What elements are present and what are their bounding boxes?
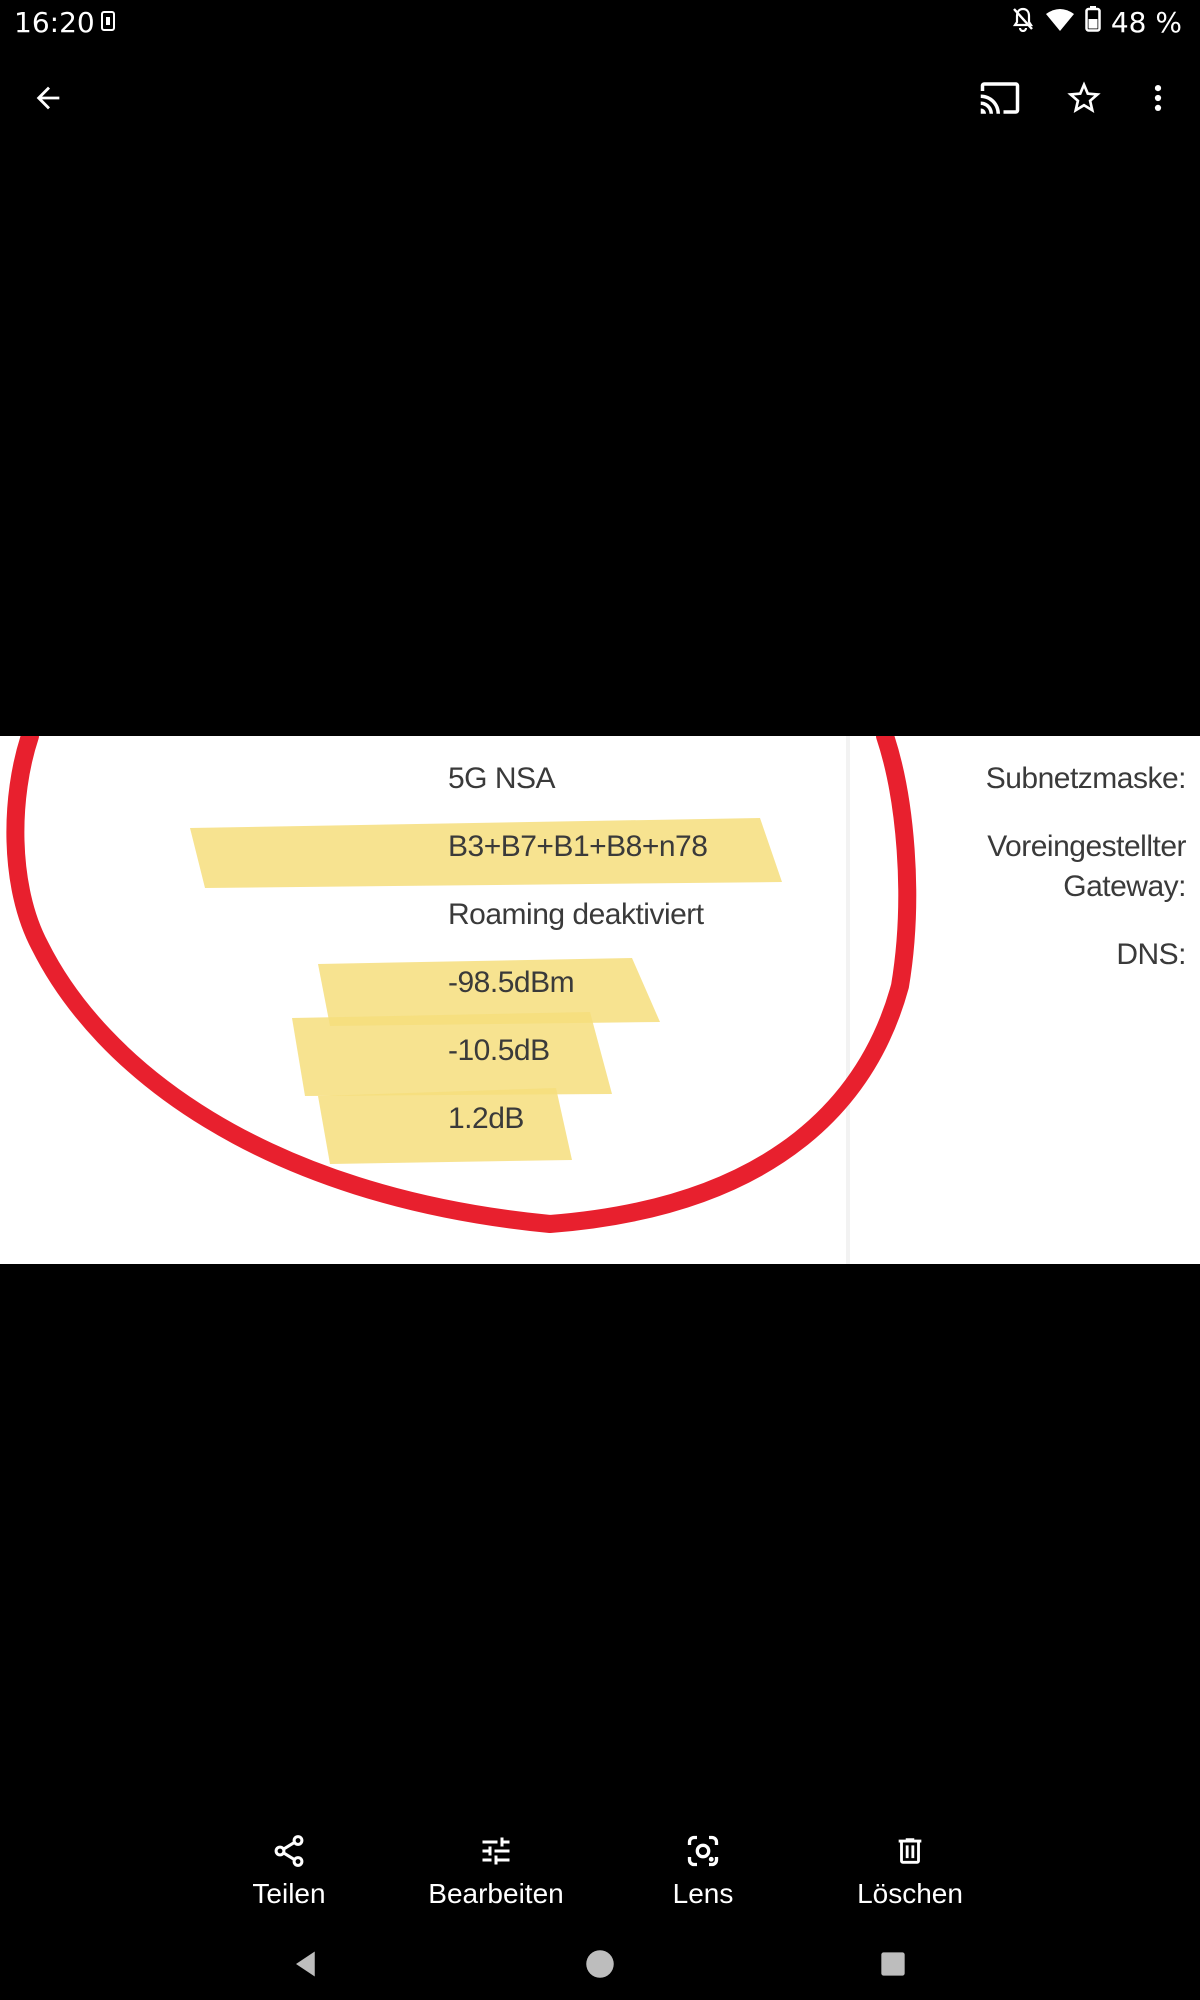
gateway-label-line1: Voreingestellter [987,830,1186,863]
subnetzmaske-label: Subnetzmaske: [985,762,1186,795]
status-time: 16:20 [14,6,95,39]
edit-button[interactable] [396,1830,596,1910]
nav-recents-button[interactable] [871,1942,915,1986]
edit-label: Bearbeiten [428,1878,564,1909]
dns-label: DNS: [1116,938,1186,971]
nav-back-button[interactable] [284,1942,328,1986]
gateway-label-line2: Gateway: [1063,870,1186,903]
status-bar [0,0,1200,46]
photo-actions-bar [0,1820,1200,1920]
lens-button[interactable] [603,1830,803,1910]
more-options-button[interactable] [1126,66,1190,130]
delete-label: Löschen [857,1878,963,1909]
annotation-overlay [0,736,1200,1264]
more-vert-icon [1141,81,1175,115]
back-button[interactable] [16,66,80,130]
photo-viewer-image[interactable]: 5G NSA B3+B7+B1+B8+n78 Roaming deaktiviert -98.5dBm -10.5dB 1.2dB Subnetzmaske: Voreingestellter Gateway: DNS: [0,736,1200,1264]
star-icon [1064,78,1104,118]
nav-home-icon [585,1949,615,1979]
favorite-button[interactable] [1052,66,1116,130]
lens-icon [685,1833,721,1869]
cast-icon [979,77,1021,119]
delete-button[interactable] [810,1830,1010,1910]
cast-button[interactable] [968,66,1032,130]
battery-icon [1085,6,1101,39]
lens-label: Lens [672,1878,734,1909]
sim-icon [101,11,115,31]
tune-icon [478,1833,514,1869]
nav-home-button[interactable] [578,1942,622,1986]
highlight-snr [318,1088,572,1164]
top-app-bar [0,60,1200,136]
trash-icon [893,1833,927,1869]
nav-back-icon [291,1949,321,1979]
bell-off-icon [1011,6,1035,39]
wifi-icon [1045,6,1075,39]
system-nav-bar [0,1928,1200,2000]
share-icon [271,1833,307,1869]
battery-percent: 48 % [1110,6,1182,39]
share-label: Teilen [252,1878,326,1909]
share-button[interactable] [189,1830,389,1910]
nav-recents-icon [879,1950,907,1978]
back-arrow-icon [31,81,65,115]
